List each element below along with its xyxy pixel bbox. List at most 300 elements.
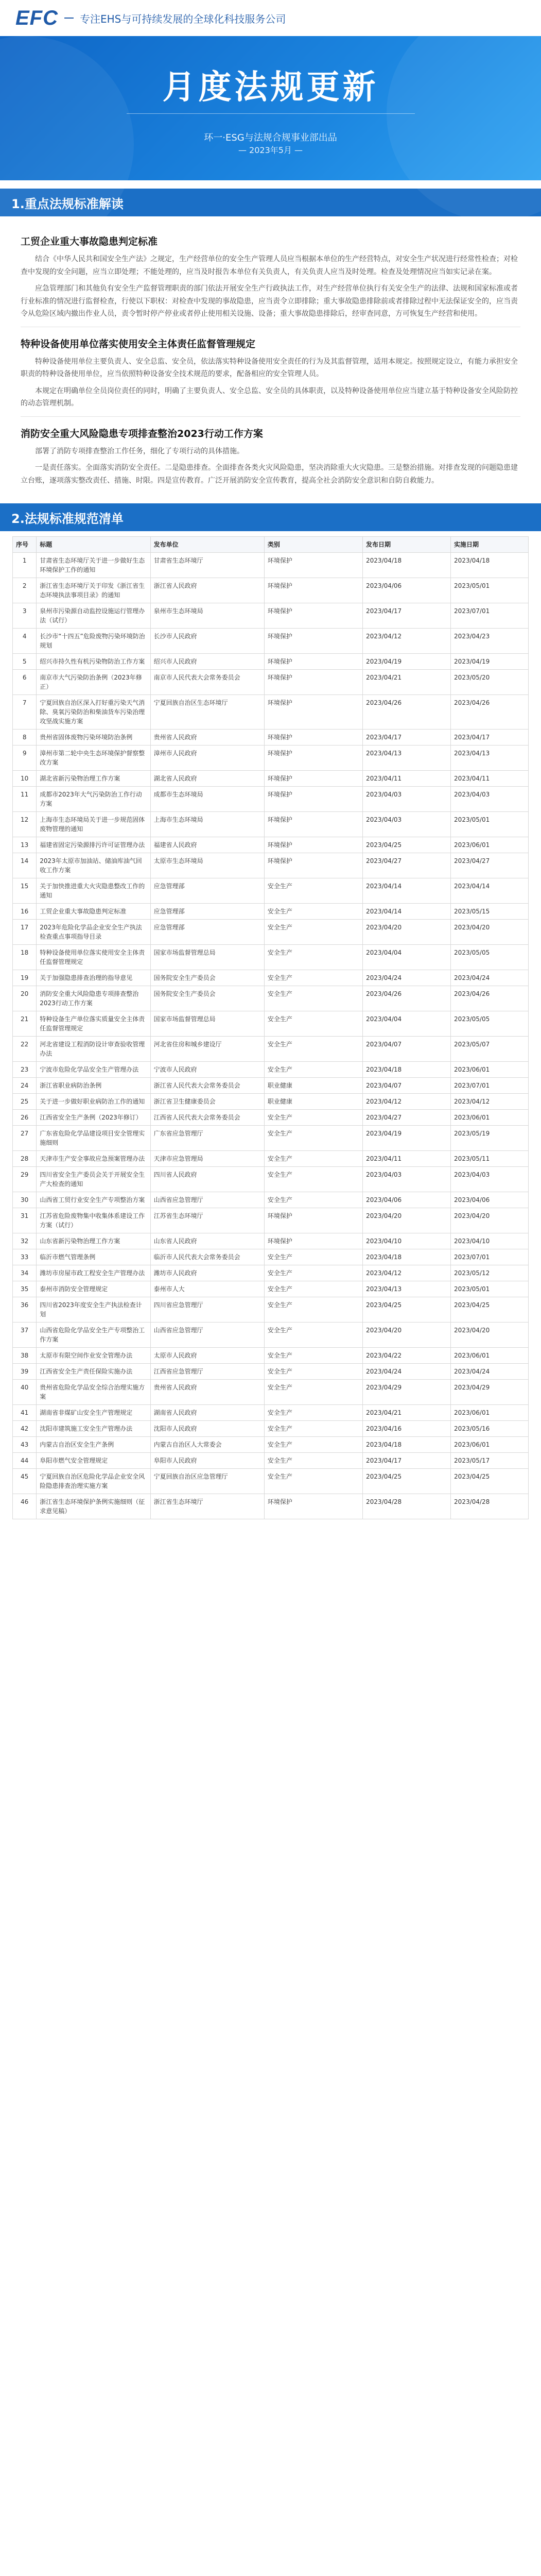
cell-publish-date: 2023/04/16 (363, 1421, 451, 1437)
hero-title: 月度法规更新 (162, 69, 379, 107)
cell-effective-date: 2023/04/24 (451, 970, 529, 986)
table-row (13, 629, 529, 654)
cell-publish-date: 2023/04/19 (363, 654, 451, 670)
cell-effective-date: 2023/05/12 (451, 1265, 529, 1281)
cell-effective-date: 2023/05/16 (451, 1421, 529, 1437)
cell-title: 太原市有限空间作业安全管理办法 (37, 1348, 150, 1364)
col-header-effective-date: 实施日期 (451, 537, 529, 553)
cell-title: 长沙市“十四五”危险废物污染环境防治规划 (37, 629, 150, 654)
cell-index: 26 (13, 1110, 37, 1126)
cell-index: 29 (13, 1167, 37, 1192)
cell-category: 安全生产 (264, 1348, 362, 1364)
table-row (13, 878, 529, 904)
cell-effective-date: 2023/04/19 (451, 654, 529, 670)
table-row (13, 730, 529, 745)
cell-issuer: 湖北省人民政府 (150, 771, 264, 787)
cell-title: 山西省工贸行业安全生产专项整治方案 (37, 1192, 150, 1208)
cell-title: 天津市生产安全事故应急预案管理办法 (37, 1151, 150, 1167)
cell-index: 44 (13, 1453, 37, 1469)
cell-title: 浙江省生态环境厅关于印发《浙江省生态环境执法事项目录》的通知 (37, 578, 150, 603)
cell-category: 环境保护 (264, 787, 362, 812)
cell-title: 广东省危险化学品建设项目安全管理实施细则 (37, 1126, 150, 1151)
cell-index: 4 (13, 629, 37, 654)
article-paragraph: 一是责任落实。全面落实消防安全责任。二是隐患排查。全面排查各类火灾风险隐患，坚决消除重大火灾隐患。三是整治措施。对排查发现的问题隐患建立台账，逐项落实整改责任、措施、时限。四是宣传教育。广泛开展消防安全宣传教育，提高全社会消防安全意识和自防自救能力。 (21, 464, 518, 485)
table-row (13, 1110, 529, 1126)
brand-separator (64, 18, 74, 19)
cell-index: 31 (13, 1208, 37, 1233)
cell-publish-date: 2023/04/12 (363, 629, 451, 654)
cell-category: 环境保护 (264, 603, 362, 629)
cell-index: 40 (13, 1380, 37, 1405)
table-row (13, 1126, 529, 1151)
cell-category: 安全生产 (264, 1323, 362, 1348)
cell-issuer: 贵州省人民政府 (150, 730, 264, 745)
cell-publish-date: 2023/04/20 (363, 1208, 451, 1233)
cell-effective-date: 2023/05/01 (451, 812, 529, 837)
cell-issuer: 湖南省人民政府 (150, 1405, 264, 1421)
cell-category: 环境保护 (264, 695, 362, 730)
cell-title: 上海市生态环境局关于进一步规范固体废物管理的通知 (37, 812, 150, 837)
cell-category: 安全生产 (264, 1167, 362, 1192)
cell-title: 关于加快推进重大火灾隐患整改工作的通知 (37, 878, 150, 904)
table-row (13, 837, 529, 853)
hero-subtitle: 环一·ESG与法规合规事业部出品 (204, 132, 337, 143)
table-row (13, 1062, 529, 1078)
cell-publish-date: 2023/04/11 (363, 771, 451, 787)
cell-index: 35 (13, 1281, 37, 1297)
table-row (13, 1297, 529, 1323)
cell-title: 泉州市污染源自动监控设施运行管理办法（试行） (37, 603, 150, 629)
hero-divider (127, 113, 415, 114)
cell-category: 安全生产 (264, 1192, 362, 1208)
cell-category: 安全生产 (264, 904, 362, 920)
cell-category: 安全生产 (264, 1265, 362, 1281)
cell-category: 安全生产 (264, 1281, 362, 1297)
cell-title: 关于加强隐患排查治理的指导意见 (37, 970, 150, 986)
cell-issuer: 上海市生态环境局 (150, 812, 264, 837)
table-row (13, 1494, 529, 1519)
cell-issuer: 绍兴市人民政府 (150, 654, 264, 670)
article-title: 特种设备使用单位落实使用安全主体责任监督管理规定 (21, 338, 256, 350)
cell-issuer: 内蒙古自治区人大常委会 (150, 1437, 264, 1453)
cell-index: 19 (13, 970, 37, 986)
cell-issuer: 成都市生态环境局 (150, 787, 264, 812)
cell-effective-date: 2023/07/01 (451, 1249, 529, 1265)
table-row (13, 553, 529, 578)
cell-issuer: 贵州省人民政府 (150, 1380, 264, 1405)
cell-publish-date: 2023/04/07 (363, 1037, 451, 1062)
cell-publish-date: 2023/04/13 (363, 1281, 451, 1297)
cell-effective-date: 2023/06/01 (451, 1062, 529, 1078)
cell-publish-date: 2023/04/17 (363, 1453, 451, 1469)
cell-issuer: 江西省人民代表大会常务委员会 (150, 1110, 264, 1126)
cell-issuer: 江西省应急管理厅 (150, 1364, 264, 1380)
cell-title: 浙江省生态环境保护条例实施细则（征求意见稿） (37, 1494, 150, 1519)
cell-issuer: 福建省人民政府 (150, 837, 264, 853)
table-header-row (13, 537, 529, 553)
cell-index: 8 (13, 730, 37, 745)
cell-category: 环境保护 (264, 629, 362, 654)
cell-title: 关于进一步做好职业病防治工作的通知 (37, 1094, 150, 1110)
cell-category: 安全生产 (264, 920, 362, 945)
cell-publish-date: 2023/04/21 (363, 1405, 451, 1421)
regulation-table (12, 536, 529, 1519)
cell-category: 环境保护 (264, 1208, 362, 1233)
cell-effective-date: 2023/06/01 (451, 1110, 529, 1126)
cell-publish-date: 2023/04/27 (363, 853, 451, 878)
cell-index: 20 (13, 986, 37, 1011)
cell-publish-date: 2023/04/29 (363, 1380, 451, 1405)
cell-issuer: 浙江省卫生健康委员会 (150, 1094, 264, 1110)
cell-effective-date: 2023/05/07 (451, 1037, 529, 1062)
cell-effective-date: 2023/04/06 (451, 1192, 529, 1208)
cell-publish-date: 2023/04/14 (363, 904, 451, 920)
cell-title: 消防安全重大风险隐患专项排查整治2023行动工作方案 (37, 986, 150, 1011)
cell-title: 特种设备使用单位落实使用安全主体责任监督管理规定 (37, 945, 150, 970)
table-row (13, 812, 529, 837)
cell-index: 37 (13, 1323, 37, 1348)
col-header-index: 序号 (13, 537, 37, 553)
cell-title: 2023年危险化学品企业安全生产执法检查重点事项指导目录 (37, 920, 150, 945)
cell-publish-date: 2023/04/12 (363, 1265, 451, 1281)
cell-issuer: 阜阳市人民政府 (150, 1453, 264, 1469)
cell-category: 环境保护 (264, 771, 362, 787)
cell-publish-date: 2023/04/17 (363, 603, 451, 629)
cell-effective-date: 2023/07/01 (451, 603, 529, 629)
cell-index: 27 (13, 1126, 37, 1151)
cell-category: 安全生产 (264, 1364, 362, 1380)
table-row (13, 1323, 529, 1348)
cell-issuer: 河北省住房和城乡建设厅 (150, 1037, 264, 1062)
col-header-title: 标题 (37, 537, 150, 553)
table-row (13, 670, 529, 695)
cell-title: 工贸企业重大事故隐患判定标准 (37, 904, 150, 920)
cell-title: 福建省固定污染源排污许可证管理办法 (37, 837, 150, 853)
cell-issuer: 四川省人民政府 (150, 1167, 264, 1192)
cell-category: 安全生产 (264, 986, 362, 1011)
cell-effective-date: 2023/06/01 (451, 1348, 529, 1364)
cell-category: 安全生产 (264, 1297, 362, 1323)
cell-title: 湖北省新污染物治理工作方案 (37, 771, 150, 787)
cell-title: 宁夏回族自治区深入打好重污染天气消除、臭氧污染防治和柴油货车污染治理攻坚战实施方案 (37, 695, 150, 730)
cell-title: 湖南省非煤矿山安全生产管理规定 (37, 1405, 150, 1421)
table-row (13, 1208, 529, 1233)
cell-category: 安全生产 (264, 970, 362, 986)
cell-publish-date: 2023/04/24 (363, 1364, 451, 1380)
cell-publish-date: 2023/04/22 (363, 1348, 451, 1364)
cell-effective-date: 2023/04/11 (451, 771, 529, 787)
cell-issuer: 南京市人民代表大会常务委员会 (150, 670, 264, 695)
cell-index: 16 (13, 904, 37, 920)
cell-category: 安全生产 (264, 1062, 362, 1078)
cell-publish-date: 2023/04/25 (363, 1469, 451, 1494)
cell-index: 14 (13, 853, 37, 878)
table-row (13, 1453, 529, 1469)
cell-issuer: 浙江省生态环境厅 (150, 1494, 264, 1519)
cell-effective-date: 2023/04/23 (451, 629, 529, 654)
cell-publish-date: 2023/04/03 (363, 787, 451, 812)
cell-effective-date: 2023/05/20 (451, 670, 529, 695)
cell-publish-date: 2023/04/20 (363, 920, 451, 945)
cell-publish-date: 2023/04/19 (363, 1126, 451, 1151)
table-row (13, 1249, 529, 1265)
cell-publish-date: 2023/04/14 (363, 878, 451, 904)
table-row (13, 771, 529, 787)
cell-publish-date: 2023/04/24 (363, 970, 451, 986)
table-row (13, 920, 529, 945)
cell-index: 36 (13, 1297, 37, 1323)
cell-issuer: 广东省应急管理厅 (150, 1126, 264, 1151)
cell-effective-date: 2023/04/26 (451, 986, 529, 1011)
cell-issuer: 山西省应急管理厅 (150, 1323, 264, 1348)
table-row (13, 745, 529, 771)
cell-index: 23 (13, 1062, 37, 1078)
table-row (13, 1094, 529, 1110)
cell-index: 7 (13, 695, 37, 730)
divider (21, 416, 520, 417)
cell-publish-date: 2023/04/10 (363, 1233, 451, 1249)
cell-title: 甘肃省生态环境厅关于进一步做好生态环境保护工作的通知 (37, 553, 150, 578)
cell-title: 2023年太原市加油站、储油库油气回收工作方案 (37, 853, 150, 878)
cell-category: 安全生产 (264, 1380, 362, 1405)
cell-effective-date: 2023/04/28 (451, 1494, 529, 1519)
cell-effective-date: 2023/04/26 (451, 695, 529, 730)
cell-issuer: 泉州市生态环境局 (150, 603, 264, 629)
cell-issuer: 宁夏回族自治区应急管理厅 (150, 1469, 264, 1494)
cell-category: 安全生产 (264, 1421, 362, 1437)
cell-title: 江西省安全生产条例（2023年修订） (37, 1110, 150, 1126)
cell-issuer: 浙江省人民代表大会常务委员会 (150, 1078, 264, 1094)
cell-effective-date: 2023/04/20 (451, 920, 529, 945)
cell-issuer: 潍坊市人民政府 (150, 1265, 264, 1281)
cell-title: 四川省2023年度安全生产执法检查计划 (37, 1297, 150, 1323)
cell-publish-date: 2023/04/18 (363, 1249, 451, 1265)
cell-effective-date: 2023/06/01 (451, 1437, 529, 1453)
cell-index: 24 (13, 1078, 37, 1094)
cell-category: 安全生产 (264, 1249, 362, 1265)
cell-issuer: 沈阳市人民政府 (150, 1421, 264, 1437)
cell-index: 21 (13, 1011, 37, 1037)
cell-index: 15 (13, 878, 37, 904)
cell-issuer: 应急管理部 (150, 904, 264, 920)
cell-title: 成都市2023年大气污染防治工作行动方案 (37, 787, 150, 812)
cell-publish-date: 2023/04/26 (363, 986, 451, 1011)
cell-category: 职业健康 (264, 1094, 362, 1110)
cell-issuer: 长沙市人民政府 (150, 629, 264, 654)
cell-issuer: 山东省人民政府 (150, 1233, 264, 1249)
cell-category: 安全生产 (264, 1405, 362, 1421)
table-row (13, 1233, 529, 1249)
cell-category: 安全生产 (264, 1453, 362, 1469)
table-row (13, 1011, 529, 1037)
cell-publish-date: 2023/04/03 (363, 812, 451, 837)
cell-category: 安全生产 (264, 1469, 362, 1494)
cell-index: 1 (13, 553, 37, 578)
cell-issuer: 天津市应急管理局 (150, 1151, 264, 1167)
cell-title: 绍兴市持久性有机污染物防治工作方案 (37, 654, 150, 670)
cell-publish-date: 2023/04/13 (363, 745, 451, 771)
cell-issuer: 国务院安全生产委员会 (150, 986, 264, 1011)
cell-issuer: 应急管理部 (150, 878, 264, 904)
cell-index: 9 (13, 745, 37, 771)
cell-effective-date: 2023/05/15 (451, 904, 529, 920)
cell-category: 安全生产 (264, 878, 362, 904)
cell-category: 安全生产 (264, 1011, 362, 1037)
cell-category: 安全生产 (264, 1437, 362, 1453)
cell-category: 环境保护 (264, 837, 362, 853)
table-row (13, 853, 529, 878)
cell-effective-date: 2023/05/17 (451, 1453, 529, 1469)
cell-publish-date: 2023/04/28 (363, 1494, 451, 1519)
cell-issuer: 四川省应急管理厅 (150, 1297, 264, 1323)
cell-title: 漳州市第二轮中央生态环境保护督察整改方案 (37, 745, 150, 771)
cell-issuer: 国家市场监督管理总局 (150, 1011, 264, 1037)
cell-title: 宁夏回族自治区危险化学品企业安全风险隐患排查治理实施方案 (37, 1469, 150, 1494)
cell-title: 贵州省固体废物污染环境防治条例 (37, 730, 150, 745)
cell-title: 山西省危险化学品安全生产专项整治工作方案 (37, 1323, 150, 1348)
cell-issuer: 应急管理部 (150, 920, 264, 945)
table-row (13, 1167, 529, 1192)
cell-effective-date: 2023/05/01 (451, 578, 529, 603)
cell-effective-date: 2023/04/17 (451, 730, 529, 745)
cell-index: 10 (13, 771, 37, 787)
cell-effective-date: 2023/04/20 (451, 1208, 529, 1233)
cell-publish-date: 2023/04/27 (363, 1110, 451, 1126)
cell-title: 泰州市消防安全管理规定 (37, 1281, 150, 1297)
table-row (13, 1151, 529, 1167)
table-row (13, 578, 529, 603)
regulation-table-wrap (0, 531, 541, 1532)
cell-issuer: 国务院安全生产委员会 (150, 970, 264, 986)
cell-effective-date: 2023/05/11 (451, 1151, 529, 1167)
cell-title: 四川省安全生产委员会关于开展安全生产大检查的通知 (37, 1167, 150, 1192)
cell-issuer: 江苏省生态环境厅 (150, 1208, 264, 1233)
cell-effective-date: 2023/04/10 (451, 1233, 529, 1249)
cell-category: 安全生产 (264, 1151, 362, 1167)
cell-index: 6 (13, 670, 37, 695)
cell-effective-date: 2023/04/29 (451, 1380, 529, 1405)
table-row (13, 1469, 529, 1494)
table-row (13, 1421, 529, 1437)
cell-publish-date: 2023/04/11 (363, 1151, 451, 1167)
cell-index: 25 (13, 1094, 37, 1110)
table-row (13, 1078, 529, 1094)
cell-effective-date: 2023/04/03 (451, 1167, 529, 1192)
cell-publish-date: 2023/04/26 (363, 695, 451, 730)
section-header-interpretation: 1.重点法规标准解读 (0, 189, 541, 216)
cell-issuer: 宁波市人民政府 (150, 1062, 264, 1078)
cell-index: 13 (13, 837, 37, 853)
cell-effective-date: 2023/06/01 (451, 1405, 529, 1421)
cell-index: 43 (13, 1437, 37, 1453)
table-row (13, 1364, 529, 1380)
table-row (13, 1437, 529, 1453)
cell-publish-date: 2023/04/04 (363, 945, 451, 970)
cell-title: 阜阳市燃气安全管理规定 (37, 1453, 150, 1469)
cell-publish-date: 2023/04/03 (363, 1167, 451, 1192)
table-row (13, 1348, 529, 1364)
cell-title: 江苏省危险废物集中收集体系建设工作方案（试行） (37, 1208, 150, 1233)
table-row (13, 1192, 529, 1208)
cell-publish-date: 2023/04/04 (363, 1011, 451, 1037)
table-row (13, 904, 529, 920)
cell-title: 内蒙古自治区安全生产条例 (37, 1437, 150, 1453)
cell-index: 28 (13, 1151, 37, 1167)
article-paragraph: 本规定在明确单位全员岗位责任的同时，明确了主要负责人、安全总监、安全员的具体职责，以及特种设备使用单位应当建立基于特种设备安全风险防控的动态管理机制。 (21, 386, 518, 408)
footer-space (0, 1532, 541, 1547)
cell-effective-date: 2023/04/03 (451, 787, 529, 812)
cell-category: 安全生产 (264, 1126, 362, 1151)
cell-category: 环境保护 (264, 745, 362, 771)
cell-index: 12 (13, 812, 37, 837)
cell-title: 宁波市危险化学品安全生产管理办法 (37, 1062, 150, 1078)
cell-issuer: 宁夏回族自治区生态环境厅 (150, 695, 264, 730)
article-paragraph: 部署了消防专项排查整治工作任务，细化了专项行动的具体措施。 (35, 447, 244, 455)
table-row (13, 1037, 529, 1062)
table-row (13, 654, 529, 670)
cell-issuer: 甘肃省生态环境厅 (150, 553, 264, 578)
cell-publish-date: 2023/04/18 (363, 1062, 451, 1078)
cell-category: 环境保护 (264, 1494, 362, 1519)
article-title: 消防安全重大风险隐患专项排查整治2023行动工作方案 (21, 428, 263, 439)
cell-issuer: 漳州市人民政府 (150, 745, 264, 771)
table-row (13, 986, 529, 1011)
cell-effective-date: 2023/04/13 (451, 745, 529, 771)
brand-logo: EFC (15, 6, 58, 29)
cell-title: 临沂市燃气管理条例 (37, 1249, 150, 1265)
table-row (13, 787, 529, 812)
article-title: 工贸企业重大事故隐患判定标准 (21, 236, 158, 247)
cell-publish-date: 2023/04/25 (363, 1297, 451, 1323)
cell-effective-date: 2023/05/05 (451, 945, 529, 970)
cell-index: 33 (13, 1249, 37, 1265)
cell-effective-date: 2023/06/01 (451, 837, 529, 853)
col-header-issuer: 发布单位 (150, 537, 264, 553)
cell-index: 34 (13, 1265, 37, 1281)
cell-issuer: 太原市人民政府 (150, 1348, 264, 1364)
cell-category: 职业健康 (264, 1078, 362, 1094)
cell-index: 22 (13, 1037, 37, 1062)
cell-index: 45 (13, 1469, 37, 1494)
cell-title: 潍坊市房屋市政工程安全生产管理办法 (37, 1265, 150, 1281)
cell-issuer: 浙江省人民政府 (150, 578, 264, 603)
cell-issuer: 泰州市人大 (150, 1281, 264, 1297)
cell-issuer: 山西省应急管理厅 (150, 1192, 264, 1208)
cell-index: 41 (13, 1405, 37, 1421)
cell-category: 环境保护 (264, 670, 362, 695)
article-paragraph: 结合《中华人民共和国安全生产法》之规定，生产经营单位的安全生产管理人员应当根据本单位的生产经营特点，对安全生产状况进行经常性检查；对检查中发现的安全问题，应当立即处理；不能处理的，应当及时报告本单位有关负责人，有关负责人应当及时处理。检查及处理情况应当如实记录在案。 (21, 255, 518, 276)
interpretation-block (0, 216, 541, 495)
cell-index: 42 (13, 1421, 37, 1437)
cell-index: 38 (13, 1348, 37, 1364)
table-row (13, 1281, 529, 1297)
cell-publish-date: 2023/04/20 (363, 1323, 451, 1348)
cell-category: 环境保护 (264, 654, 362, 670)
table-body (13, 553, 529, 1519)
cell-title: 沈阳市建筑施工安全生产管理办法 (37, 1421, 150, 1437)
cell-title: 山东省新污染物治理工作方案 (37, 1233, 150, 1249)
section-header-list: 2.法规标准规范清单 (0, 503, 541, 531)
article-paragraph: 应急管理部门和其他负有安全生产监督管理职责的部门依法开展安全生产行政执法工作，对生产经营单位执行有关安全生产的法律、法规和国家标准或者行业标准的情况进行监督检查，行使以下职权：对检查中发现的事故隐患，应当责令立即排除；重大事故隐患排除前或者排除过程中无法保证安全的，应当责令从危险区域内撤出作业人员，责令暂时停产停业或者停止使用相关设施、设备；重大事故隐患排除后，经审查同意，方可恢复生产经营和使用。 (21, 284, 518, 318)
cell-effective-date: 2023/04/14 (451, 878, 529, 904)
cell-index: 18 (13, 945, 37, 970)
cell-title: 江西省安全生产责任保险实施办法 (37, 1364, 150, 1380)
cell-title: 河北省建设工程消防设计审查验收管理办法 (37, 1037, 150, 1062)
cell-issuer: 太原市生态环境局 (150, 853, 264, 878)
cell-effective-date: 2023/04/27 (451, 853, 529, 878)
cell-effective-date: 2023/04/24 (451, 1364, 529, 1380)
cell-category: 环境保护 (264, 578, 362, 603)
